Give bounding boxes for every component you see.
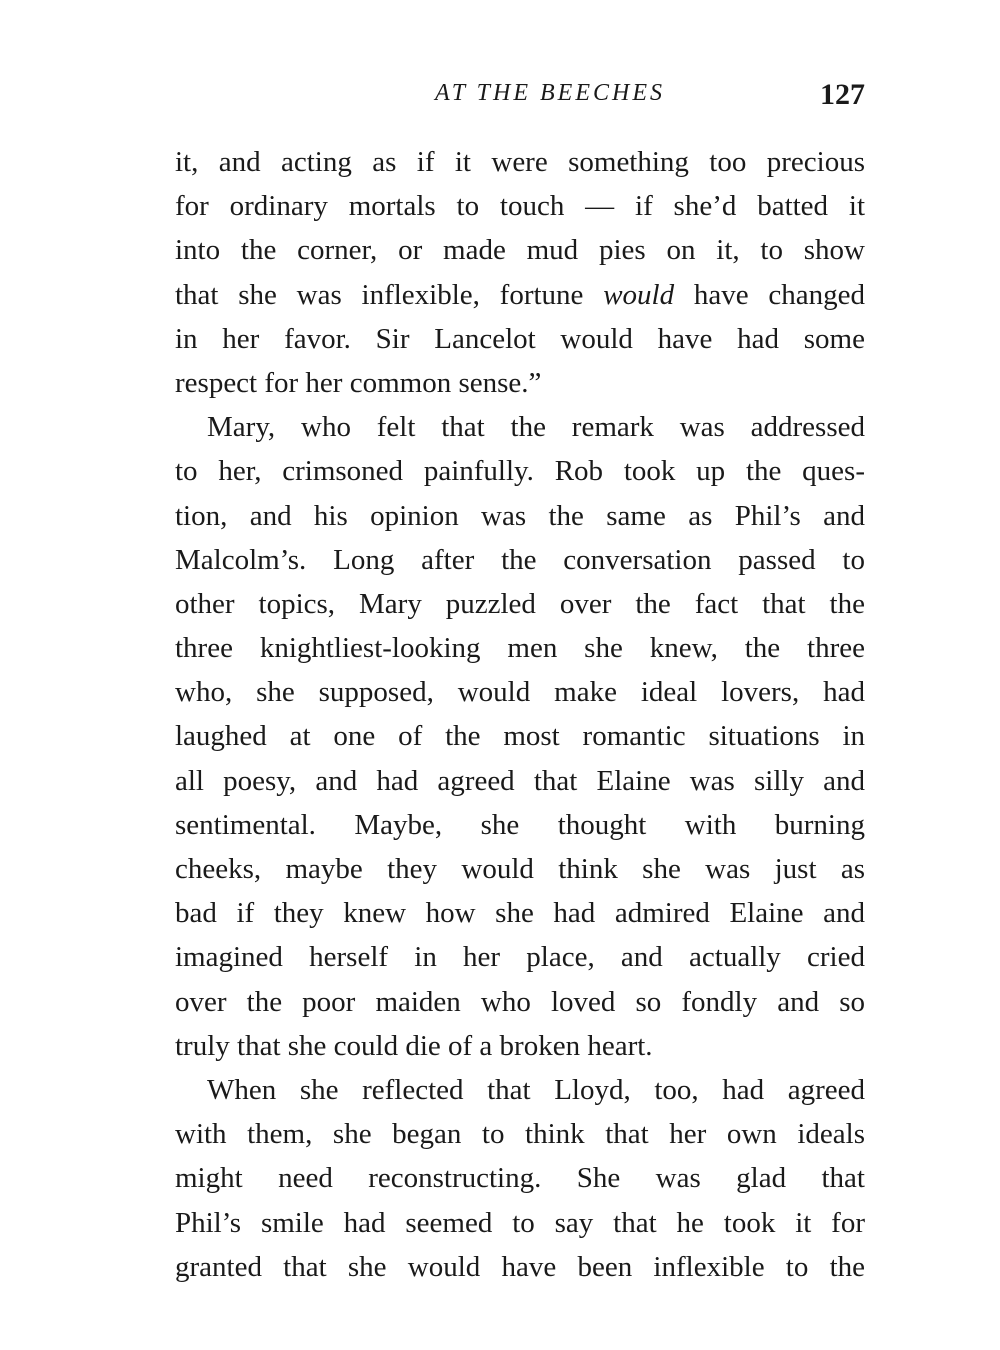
text-line: might need reconstructing. She was glad that	[175, 1162, 865, 1195]
text-line: that she was inflexible, fortune would have changed	[175, 278, 865, 311]
emphasis: would	[603, 278, 675, 311]
paragraph-3	[175, 1068, 865, 1289]
text-line: all poesy, and had agreed that Elaine was silly and	[175, 764, 865, 797]
text-line: laughed at one of the most romantic situations in	[175, 720, 865, 753]
text-line: tion, and his opinion was the same as Phil’s and	[175, 499, 865, 532]
text-line: When she reflected that Lloyd, too, had agreed	[207, 1073, 865, 1106]
text-line: Malcolm’s. Long after the conversation passed to	[175, 543, 865, 576]
text-line: sentimental. Maybe, she thought with burning	[175, 808, 865, 841]
text-line: Mary, who felt that the remark was addressed	[207, 411, 865, 444]
text-line: other topics, Mary puzzled over the fact that the	[175, 587, 865, 620]
text-line: three knightliest-looking men she knew, the three	[175, 632, 865, 665]
paragraph-1	[175, 140, 865, 405]
page-number: 127	[820, 78, 865, 111]
text-line: for ordinary mortals to touch — if she’d batted it	[175, 190, 865, 223]
text-line: imagined herself in her place, and actually cried	[175, 941, 865, 974]
text-line: cheeks, maybe they would think she was just as	[175, 853, 865, 885]
text-line: in her favor. Sir Lancelot would have had some	[175, 322, 865, 355]
text-line: granted that she would have been inflexible to the	[175, 1250, 865, 1283]
text-line: over the poor maiden who loved so fondly and so	[175, 985, 865, 1018]
text-line: truly that she could die of a broken heart.	[175, 1029, 653, 1062]
text-line: into the corner, or made mud pies on it, to show	[175, 234, 865, 267]
text-line: respect for her common sense.”	[175, 366, 542, 399]
text-line: Phil’s smile had seemed to say that he took it for	[175, 1206, 865, 1239]
text-line: to her, crimsoned painfully. Rob took up the ques-	[175, 455, 865, 488]
running-head	[175, 78, 865, 114]
text-line: who, she supposed, would make ideal lovers, had	[175, 676, 865, 709]
text-line: bad if they knew how she had admired Elaine and	[175, 897, 865, 930]
running-title: AT THE BEECHES	[434, 80, 665, 106]
body-text	[175, 140, 865, 1289]
text-line: it, and acting as if it were something too precious	[175, 146, 865, 178]
text-line: with them, she began to think that her own ideals	[175, 1118, 865, 1151]
paragraph-2	[175, 405, 865, 1068]
